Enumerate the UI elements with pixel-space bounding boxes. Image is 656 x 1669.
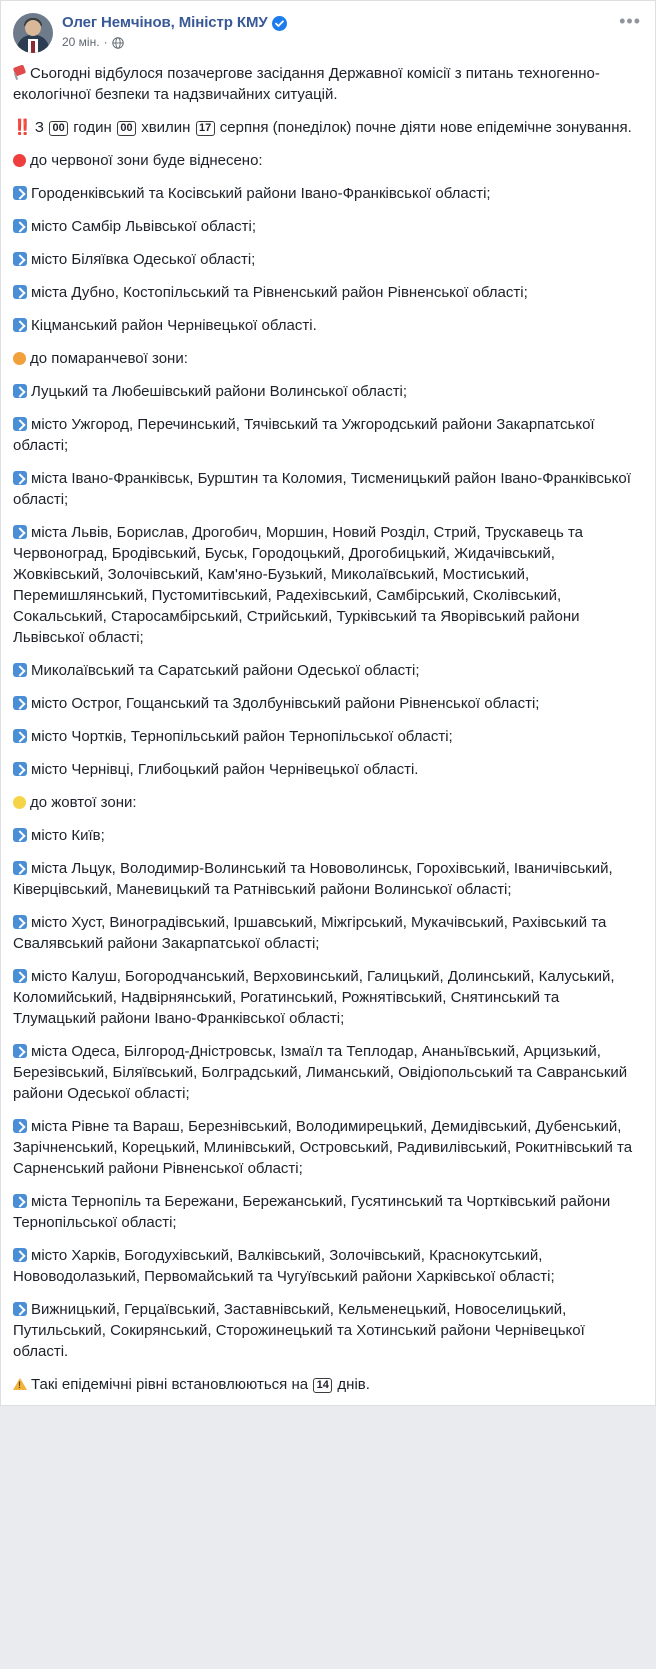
list-item: [13, 315, 643, 336]
arrow-right-icon: [13, 525, 27, 539]
arrow-right-icon: [13, 1302, 27, 1316]
yellow-zone-item: місто Хуст, Виноградівський, Іршавський, Міжгірський, Мукачівський, Рахівський та Свалявський райони Закарпатської області;: [13, 914, 607, 952]
arrow-right-icon: [13, 417, 27, 431]
author-line: [62, 14, 611, 32]
arrow-right-icon: [13, 318, 27, 332]
avatar[interactable]: [13, 13, 53, 53]
list-item: [13, 759, 643, 780]
arrow-right-icon: [13, 252, 27, 266]
yellow-zone-item: місто Калуш, Богородчанський, Верховинський, Галицький, Долинський, Калуський, Коломийський, Надвірнянський, Рогатинський, Рожнятівський, Снятинський та Тлумацький райони Івано-Франківської області;: [13, 968, 615, 1027]
arrow-right-icon: [13, 729, 27, 743]
arrow-right-icon: [13, 1248, 27, 1262]
yellow-zone-item: місто Київ;: [31, 827, 105, 844]
double-exclamation-icon: ‼️: [13, 119, 31, 136]
arrow-right-icon: [13, 969, 27, 983]
list-item: [13, 1245, 643, 1287]
arrow-right-icon: [13, 186, 27, 200]
announcement-paragraph: [13, 117, 643, 138]
list-item: [13, 726, 643, 747]
list-item: [13, 966, 643, 1029]
post-header-text: [62, 13, 611, 49]
orange-zone-item: місто Чернівці, Глибоцький район Чернівецької області.: [31, 761, 419, 778]
more-options-icon[interactable]: •••: [619, 11, 641, 31]
post-header: [13, 13, 643, 53]
post-meta: [62, 35, 611, 49]
minute-digits: 00: [117, 121, 136, 136]
arrow-right-icon: [13, 1194, 27, 1208]
orange-zone-title: [13, 348, 643, 369]
pushpin-icon: [13, 66, 26, 80]
orange-zone-item: місто Острог, Гощанський та Здолбунівський райони Рівненської області;: [31, 695, 540, 712]
red-zone-item: Кіцманський район Чернівецької області.: [31, 317, 317, 334]
list-item: [13, 381, 643, 402]
orange-circle-icon: [13, 352, 26, 365]
yellow-zone-item: міста Рівне та Вараш, Березнівський, Володимирецький, Демидівський, Дубенський, Зарічненський, Корецький, Млинівський, Островський, Радивилівський, Рокитнівський та Сарненський райони Рівненської області;: [13, 1118, 633, 1177]
post-author-name[interactable]: Олег Немчінов, Міністр КМУ: [62, 14, 268, 31]
post-body: [13, 63, 643, 1395]
list-item: [13, 1041, 643, 1104]
yellow-zone-item: міста Одеса, Білгород-Дністровськ, Ізмаїл та Теплодар, Ананьївський, Арцизький, Березівський, Біляївський, Болградський, Лиманський, Овідіопольський та Савранський райони Одеської області;: [13, 1043, 628, 1102]
yellow-zone-item: місто Харків, Богодухівський, Валківський, Золочівський, Краснокутський, Нововодолазький, Первомайський та Чугуївський райони Харківської області;: [13, 1247, 555, 1285]
list-item: [13, 249, 643, 270]
arrow-right-icon: [13, 696, 27, 710]
list-item: [13, 660, 643, 681]
announce-suffix: серпня (понеділок) почне діяти нове епідемічне зонування.: [219, 119, 632, 136]
announce-mid-1: годин: [73, 119, 112, 136]
day-digits: 17: [196, 121, 215, 136]
footer-prefix: Такі епідемічні рівні встановлюються на: [31, 1376, 309, 1393]
list-item: [13, 825, 643, 846]
footer-note: [13, 1374, 643, 1395]
yellow-zone-item: міста Льцук, Володимир-Волинський та Нововолинськ, Горохівський, Іваничівський, Ківерцівський, Маневицький та Ратнівський райони Волинської області;: [13, 860, 613, 898]
yellow-circle-icon: [13, 796, 26, 809]
post-timestamp[interactable]: 20 мін.: [62, 35, 100, 49]
list-item: [13, 522, 643, 648]
list-item: [13, 858, 643, 900]
verified-badge-icon: [272, 16, 287, 31]
red-zone-item: міста Дубно, Костопільський та Рівненський район Рівненської області;: [31, 284, 528, 301]
intro-text: Сьогодні відбулося позачергове засідання Державної комісії з питань техногенно-екологічної безпеки та надзвичайних ситуацій.: [13, 65, 600, 103]
globe-icon[interactable]: [112, 36, 124, 48]
footer-suffix: днів.: [337, 1376, 370, 1393]
arrow-right-icon: [13, 861, 27, 875]
list-item: [13, 693, 643, 714]
orange-zone-item: міста Івано-Франківськ, Бурштин та Коломия, Тисменицький район Івано-Франківської області;: [13, 470, 631, 508]
list-item: [13, 414, 643, 456]
intro-paragraph: [13, 63, 643, 105]
arrow-right-icon: [13, 915, 27, 929]
days-digits: 14: [313, 1378, 332, 1393]
orange-zone-title-text: до помаранчевої зони:: [30, 350, 188, 367]
red-zone-title-text: до червоної зони буде віднесено:: [30, 152, 263, 169]
list-item: [13, 912, 643, 954]
arrow-right-icon: [13, 1044, 27, 1058]
announce-prefix: З: [34, 119, 44, 136]
arrow-right-icon: [13, 285, 27, 299]
orange-zone-item: міста Львів, Борислав, Дрогобич, Моршин, Новий Розділ, Стрий, Трускавець та Червоноград, Бродівський, Буськ, Городоцький, Дрогобицький, Жидачівський, Жовківський, Золочівський, Кам'яно-Бузький, Миколаївський, Мостиський, Перемишлянський, Пустомитівський, Радехівський, Самбірський, Сколівський, Сокальський, Старосамбірський, Стрийський, Турківський та Яворівський райони Львівської області;: [13, 524, 584, 646]
list-item: [13, 468, 643, 510]
yellow-zone-item: Вижницький, Герцаївський, Заставнівський, Кельменецький, Новоселицький, Путильський, Сокирянський, Сторожинецький та Хотинський райони Чернівецької області.: [13, 1301, 585, 1360]
arrow-right-icon: [13, 384, 27, 398]
list-item: [13, 1191, 643, 1233]
red-zone-item: місто Самбір Львівської області;: [31, 218, 256, 235]
arrow-right-icon: [13, 663, 27, 677]
red-circle-icon: [13, 154, 26, 167]
arrow-right-icon: [13, 219, 27, 233]
yellow-zone-title: [13, 792, 643, 813]
yellow-zone-item: міста Тернопіль та Бережани, Бережанський, Гусятинський та Чортківський райони Тернопільської області;: [13, 1193, 611, 1231]
orange-zone-item: Миколаївський та Саратський райони Одеської області;: [31, 662, 420, 679]
arrow-right-icon: [13, 471, 27, 485]
orange-zone-item: Луцький та Любешівський райони Волинської області;: [31, 383, 408, 400]
meta-separator: ·: [103, 35, 108, 49]
red-zone-title: [13, 150, 643, 171]
yellow-zone-title-text: до жовтої зони:: [30, 794, 137, 811]
list-item: [13, 216, 643, 237]
warning-triangle-icon: [13, 1378, 27, 1390]
orange-zone-item: місто Чортків, Тернопільський район Тернопільської області;: [31, 728, 453, 745]
arrow-right-icon: [13, 1119, 27, 1133]
red-zone-item: Городенківський та Косівський райони Івано-Франківської області;: [31, 185, 491, 202]
list-item: [13, 1116, 643, 1179]
orange-zone-item: місто Ужгород, Перечинський, Тячівський та Ужгородський райони Закарпатської області;: [13, 416, 595, 454]
arrow-right-icon: [13, 828, 27, 842]
list-item: [13, 282, 643, 303]
announce-mid-2: хвилин: [141, 119, 191, 136]
list-item: [13, 1299, 643, 1362]
arrow-right-icon: [13, 762, 27, 776]
red-zone-item: місто Біляївка Одеської області;: [31, 251, 256, 268]
hour-digit-1: 00: [49, 121, 68, 136]
list-item: [13, 183, 643, 204]
